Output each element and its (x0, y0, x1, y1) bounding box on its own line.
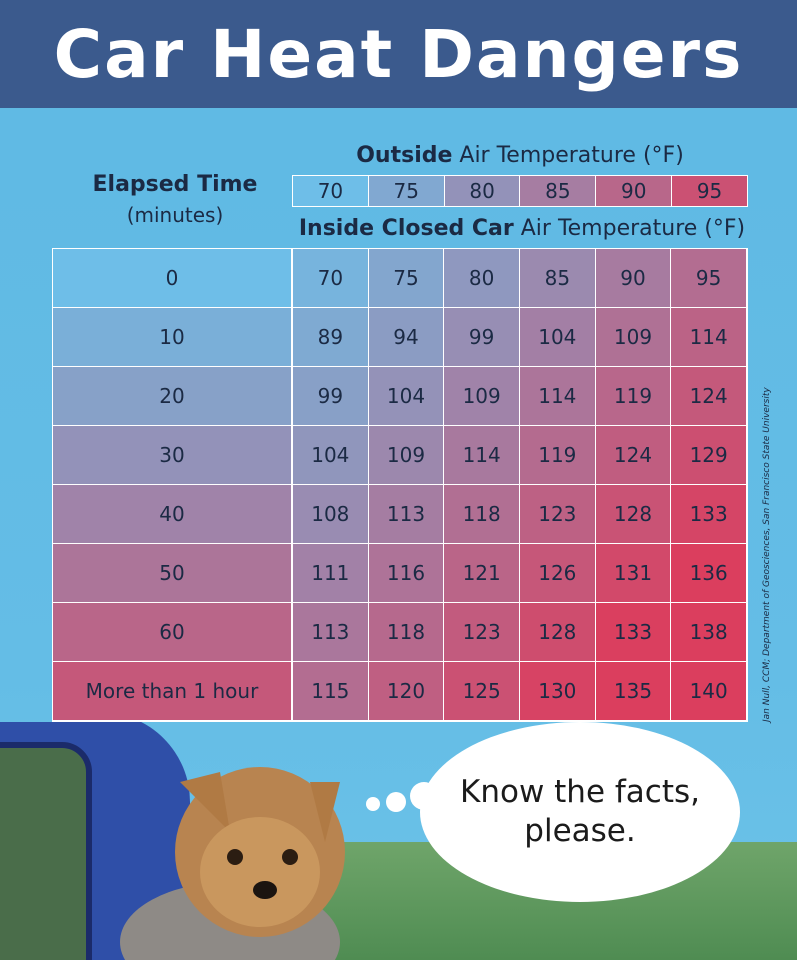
inside-temp-cell: 111 (293, 544, 369, 603)
outside-temp-cell: 75 (369, 176, 445, 206)
inside-temp-cell: 125 (444, 662, 520, 721)
inside-temp-cell: 133 (596, 603, 672, 662)
elapsed-time-header (60, 172, 290, 227)
dog-icon (110, 742, 380, 960)
inside-temp-cell: 113 (369, 485, 445, 544)
inside-temp-cell: 116 (369, 544, 445, 603)
inside-temp-cell: 128 (596, 485, 672, 544)
inside-temp-cell: 94 (369, 308, 445, 367)
inside-temp-cell: 115 (293, 662, 369, 721)
inside-temp-cell: 135 (596, 662, 672, 721)
inside-temp-cell: 120 (369, 662, 445, 721)
inside-temp-cell: 118 (369, 603, 445, 662)
inside-temp-cell: 89 (293, 308, 369, 367)
inside-temp-cell: 104 (520, 308, 596, 367)
inside-temp-cell: 131 (596, 544, 672, 603)
outside-temp-cell: 95 (672, 176, 747, 206)
inside-temp-cell: 95 (671, 249, 747, 308)
outside-temperature-label (292, 143, 748, 168)
inside-temp-cell: 109 (369, 426, 445, 485)
inside-temp-cell: 138 (671, 603, 747, 662)
elapsed-time-cell: More than 1 hour (53, 662, 293, 721)
inside-temp-cell: 109 (596, 308, 672, 367)
page-title: Car Heat Dangers (53, 15, 744, 93)
inside-temp-cell: 121 (444, 544, 520, 603)
inside-temp-cell: 99 (444, 308, 520, 367)
inside-temp-cell: 123 (520, 485, 596, 544)
inside-temp-cell: 119 (596, 367, 672, 426)
inside-temp-cell: 80 (444, 249, 520, 308)
heat-table (52, 248, 748, 722)
elapsed-time-cell: 60 (53, 603, 293, 662)
source-credit: Jan Null, CCM; Department of Geosciences, San Francisco State University (762, 387, 772, 722)
outside-temp-cell: 80 (445, 176, 521, 206)
outside-label-rest: Air Temperature (°F) (452, 143, 684, 168)
bubble-line-1: Know the facts, (460, 774, 700, 811)
title-banner (0, 0, 797, 108)
elapsed-time-unit: (minutes) (126, 203, 224, 227)
inside-temp-cell: 140 (671, 662, 747, 721)
thought-dot-small (366, 797, 380, 811)
inside-temp-cell: 129 (671, 426, 747, 485)
inside-temp-cell: 114 (444, 426, 520, 485)
outside-temp-cell: 90 (596, 176, 672, 206)
inside-temp-cell: 114 (520, 367, 596, 426)
inside-temp-cell: 99 (293, 367, 369, 426)
inside-temp-cell: 104 (293, 426, 369, 485)
inside-temp-cell: 124 (596, 426, 672, 485)
elapsed-time-cell: 20 (53, 367, 293, 426)
outside-temp-cell: 70 (293, 176, 369, 206)
elapsed-time-cell: 0 (53, 249, 293, 308)
elapsed-time-cell: 50 (53, 544, 293, 603)
elapsed-time-cell: 10 (53, 308, 293, 367)
dog-scene (0, 722, 797, 960)
inside-label-rest: Air Temperature (°F) (513, 216, 746, 241)
outside-temp-cell: 85 (520, 176, 596, 206)
elapsed-time-cell: 40 (53, 485, 293, 544)
outside-temperature-row (292, 175, 748, 207)
inside-temp-cell: 126 (520, 544, 596, 603)
outside-label-bold: Outside (356, 143, 453, 168)
inside-temp-cell: 136 (671, 544, 747, 603)
inside-temperature-label (292, 216, 752, 241)
inside-temp-cell: 124 (671, 367, 747, 426)
speech-bubble (420, 722, 740, 902)
inside-temp-cell: 128 (520, 603, 596, 662)
bubble-line-2: please. (524, 813, 636, 849)
elapsed-time-label: Elapsed Time (92, 172, 258, 197)
elapsed-time-cell: 30 (53, 426, 293, 485)
thought-dot-medium (386, 792, 406, 812)
inside-temp-cell: 119 (520, 426, 596, 485)
inside-temp-cell: 108 (293, 485, 369, 544)
inside-temp-cell: 104 (369, 367, 445, 426)
inside-temp-cell: 85 (520, 249, 596, 308)
car-window (0, 742, 92, 960)
inside-temp-cell: 130 (520, 662, 596, 721)
inside-temp-cell: 113 (293, 603, 369, 662)
inside-temp-cell: 90 (596, 249, 672, 308)
inside-temp-cell: 118 (444, 485, 520, 544)
inside-temp-cell: 75 (369, 249, 445, 308)
inside-temp-cell: 123 (444, 603, 520, 662)
inside-temp-cell: 133 (671, 485, 747, 544)
inside-temp-cell: 114 (671, 308, 747, 367)
inside-temp-cell: 109 (444, 367, 520, 426)
inside-temp-cell: 70 (293, 249, 369, 308)
inside-label-bold: Inside Closed Car (298, 216, 514, 241)
